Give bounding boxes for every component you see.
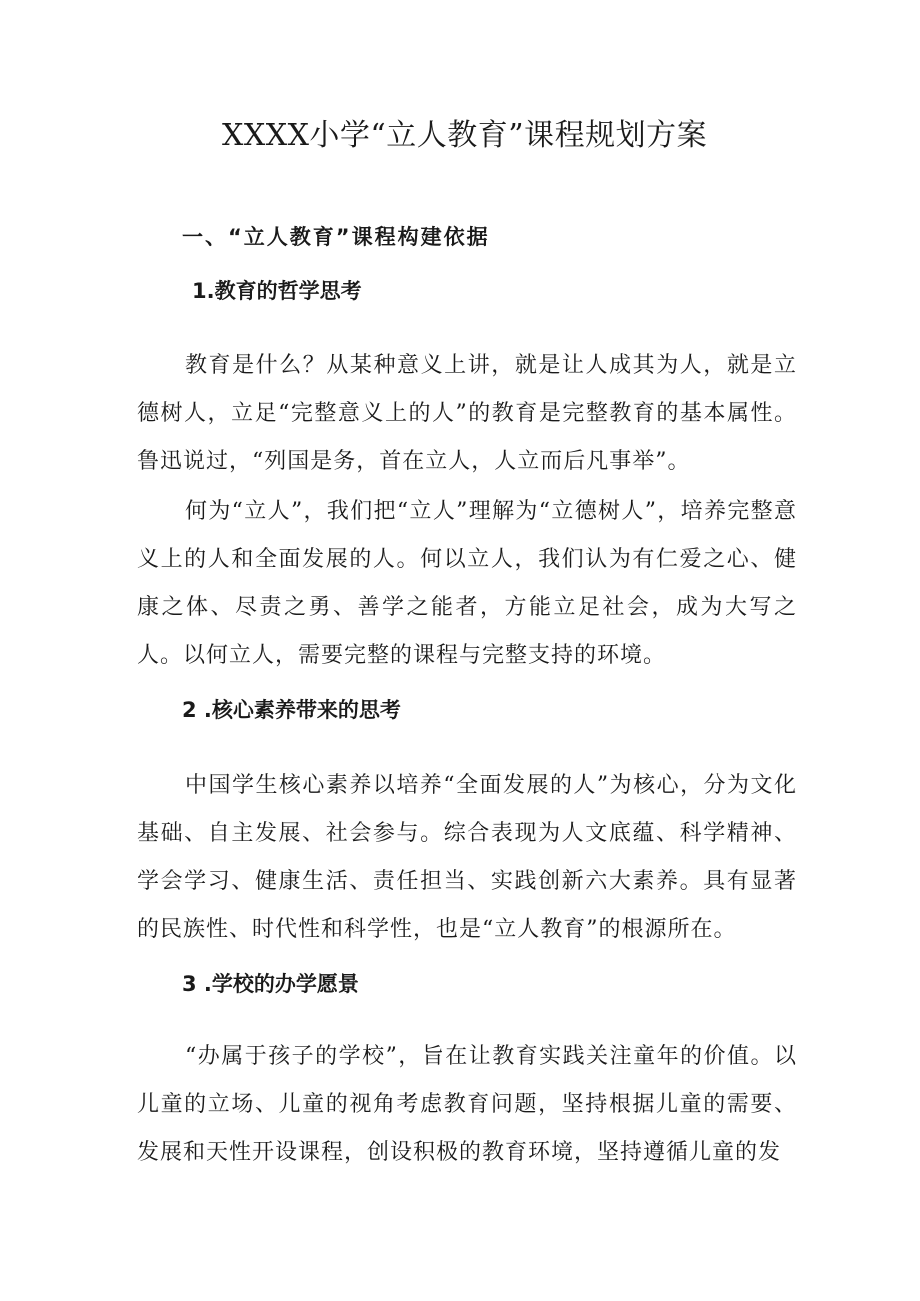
subsection-heading-1: 1.教育的哲学思考 xyxy=(192,279,362,303)
subsection-heading-2: 2 .核心素养带来的思考 xyxy=(182,698,401,722)
section-heading-1: 一、“立人教育”课程构建依据 xyxy=(182,225,490,249)
paragraph-2-1: 中国学生核心素养以培养“全面发展的人”为核心，分为文化基础、自主发展、社会参与。综合表现为人文底蕴、科学精神、学会学习、健康生活、责任担当、实践创新六大素养。具有显著的民族性、时代性和科学性，也是“立人教育”的根源所在。 xyxy=(137,773,797,942)
subsection-heading-3: 3 .学校的办学愿景 xyxy=(182,972,359,996)
paragraph-1-1: 教育是什么？从某种意义上讲，就是让人成其为人，就是立德树人，立足“完整意义上的人”的教育是完整教育的基本属性。鲁迅说过，“列国是务，首在立人，人立而后凡事举”。 xyxy=(137,353,797,474)
paragraph-1-2: 何为“立人”，我们把“立人”理解为“立德树人”，培养完整意义上的人和全面发展的人。何以立人，我们认为有仁爱之心、健康之体、尽责之勇、善学之能者，方能立足社会，成为大写之人。以何立人，需要完整的课程与完整支持的环境。 xyxy=(137,499,797,668)
paragraph-3-1: “办属于孩子的学校”，旨在让教育实践关注童年的价值。以儿童的立场、儿童的视角考虑教育问题，坚持根据儿童的需要、发展和天性开设课程，创设积极的教育环境，坚持遵循儿童的发 xyxy=(137,1044,797,1165)
document-title: XXXX小学“立人教育”课程规划方案 xyxy=(222,118,708,153)
